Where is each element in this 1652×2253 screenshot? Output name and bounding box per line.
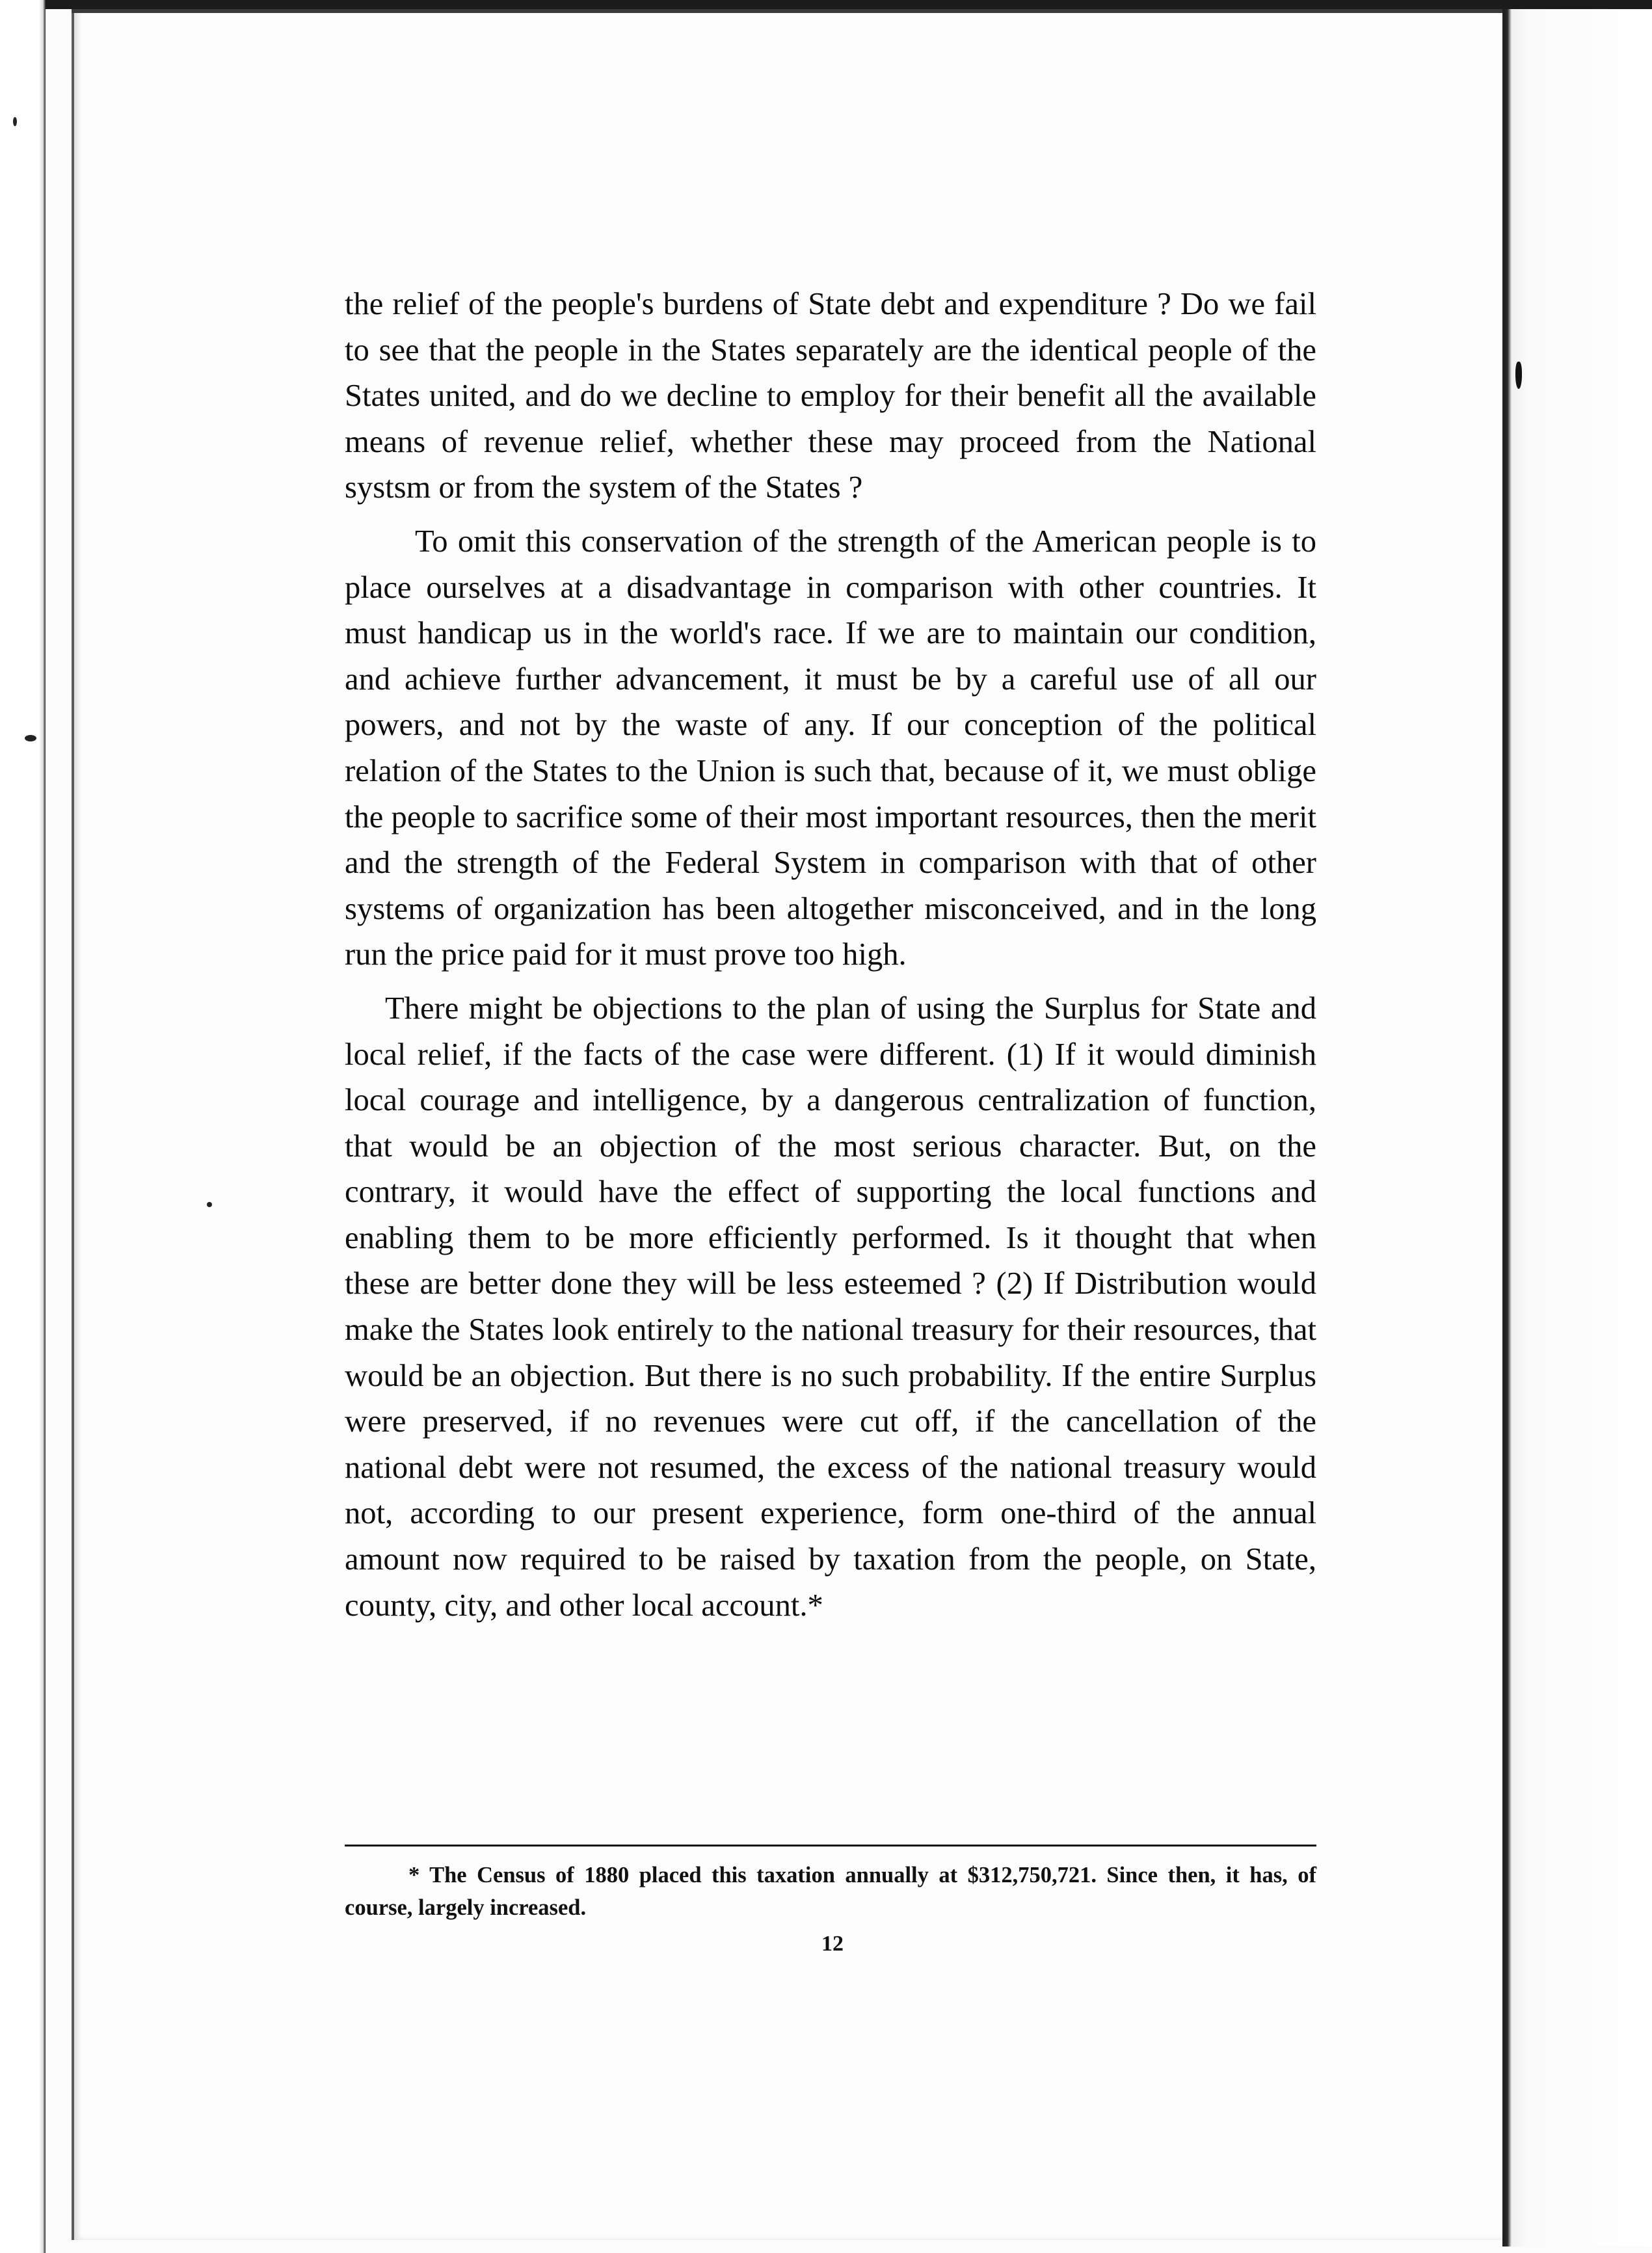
- paragraph: To omit this conservation of the strength of the American people is to place ourselves at a disadvantage in comparison with other countries. It must handicap us in the world's race. If we are to maintain our condition, and achieve further advancement, it must be by a careful use of all our powers, and not by the waste of any. If our conception of the political relation of the States to the Union is such that, because of it, we must oblige the people to sacrifice some of their most important resources, then the merit and the strength of the Federal System in comparison with that of other systems of organization has been altogether misconceived, and in the long run the price paid for it must prove too high.: [345, 523, 1316, 972]
- scan-edge-left: [0, 0, 46, 2253]
- scan-edge-top: [0, 0, 1652, 9]
- book-gutter: [1502, 9, 1652, 2246]
- footnote-rule: [345, 1845, 1316, 1846]
- body-text: [345, 281, 1316, 1628]
- paragraph: There might be objections to the plan of using the Surplus for State and local relief, if the facts of the case were different. (1) If it would diminish local courage and intelligence, by a dangerous centralization of function, that would be an objection of the most serious character. But, on the contrary, it would have the effect of supporting the local functions and enabling them to be more efficiently performed. Is it thought that when these are better done they will be less esteemed ? (2) If Distribution would make the States look entirely to the national treasury for their resources, that would be an objection. But there is no such probability. If the entire Surplus were preserved, if no revenues were cut off, if the cancellation of the national debt were not resumed, the excess of the national treasury would not, according to our present experience, form one-third of the annual amount now required to be raised by taxation from the people, on State, county, city, and other local account.*: [345, 990, 1316, 1623]
- gutter-ink-mark: [1515, 362, 1522, 389]
- footnote: * The Census of 1880 placed this taxation annually at $312,750,721. Since then, it has, of course, largely increased.: [345, 1863, 1316, 1920]
- stray-ink-mark: [207, 1202, 212, 1207]
- page-top-edge: [72, 9, 1502, 13]
- page-number: 12: [821, 1932, 844, 1956]
- paragraph-continuation: the relief of the people's burdens of State debt and expenditure ? Do we fail to see that the people in the States separately are the identical people of the States united, and do we decline to employ for their benefit all the available means of revenue relief, whether these may proceed from the National systsm or from the system of the States ?: [345, 286, 1316, 505]
- stray-ink-mark: [13, 117, 17, 126]
- stray-ink-mark: [25, 735, 36, 741]
